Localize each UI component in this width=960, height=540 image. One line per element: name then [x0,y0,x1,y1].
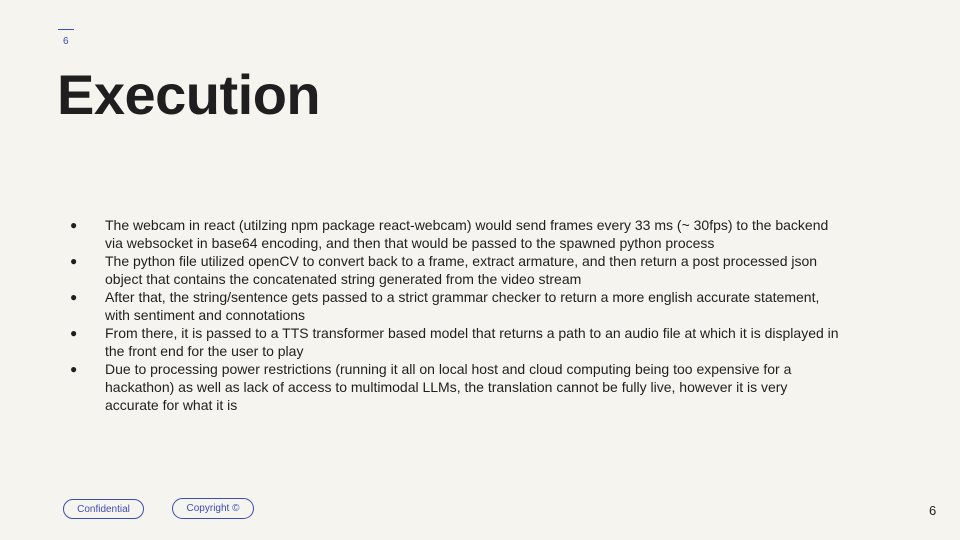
bullet-text: The webcam in react (utilzing npm package react-webcam) would send frames every 33 ms (~ 30fps) to the backend via websocket in base64 encoding, and then that would be passed to the spawned python process [105,217,829,251]
slide-number-small: 6 [63,36,69,47]
list-item [70,216,840,252]
copyright-badge: Copyright © [172,498,254,519]
list-item [70,324,840,360]
slide-title: Execution [57,63,321,126]
bullet-text: From there, it is passed to a TTS transformer based model that returns a path to an audio file at which it is displayed in the front end for the user to play [105,325,839,359]
list-item [70,360,840,414]
header-rule [58,29,74,30]
bullet-icon: ● [70,254,78,268]
bullet-icon: ● [70,362,78,376]
bullet-text: Due to processing power restrictions (running it all on local host and cloud computing being too expensive for a hackathon) as well as lack of access to multimodal LLMs, the translation cannot be fully live, however it is very accurate for what it is [105,361,792,413]
list-item [70,288,840,324]
bullet-text: The python file utilized openCV to convert back to a frame, extract armature, and then return a post processed json object that contains the concatenated string generated from the video stream [105,253,818,287]
confidential-badge: Confidential [63,499,144,519]
bullet-icon: ● [70,290,78,304]
bullet-icon: ● [70,218,78,232]
bullet-list [70,216,840,414]
list-item [70,252,840,288]
page-number: 6 [929,503,937,518]
bullet-icon: ● [70,326,78,340]
bullet-text: After that, the string/sentence gets passed to a strict grammar checker to return a more english accurate statement, with sentiment and connotations [105,289,820,323]
